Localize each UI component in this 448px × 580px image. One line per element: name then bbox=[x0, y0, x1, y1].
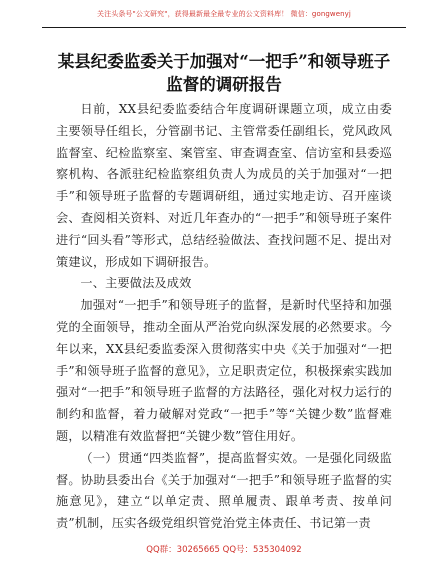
document-body bbox=[56, 99, 392, 535]
document-title: 某县纪委监委关于加强对“一把手”和领导班子监督的调研报告 bbox=[57, 52, 391, 94]
footer-contact-note: QQ群：30265665 QQ号：535304092 bbox=[146, 545, 302, 555]
body-paragraph-intro: 日前，XX县纪委监委结合年度调研课题立项，成立由委主要领导任组长，分管副书记、主管常委任副组长，党风政风监督室、纪检监察室、案管室、审查调查室、信访室和县委巡察机构、各派驻纪检监察组负责人为成员的关于加强对“一把手”和领导班子监督的专题调研组，通过实地走访、召开座谈会、查阅相关资料、对近几年查办的“一把手”和领导班子案件进行“回头看”等形式，总结经验做法、查找问题不足、提出对策建议，形成如下调研报告。 bbox=[56, 102, 392, 269]
section-heading: 一、主要做法及成效 bbox=[80, 276, 192, 291]
body-paragraph: （一）贯通“四类监督”，提高监督实效。一是强化同级监督。协助县委出台《关于加强对“一把手”和领导班子监督的实施意见》，建立“以单定责、照单履责、跟单考责、按单问责”机制，压实各级党组织管党治党主体责任、书记第一责 bbox=[56, 450, 392, 531]
header-divider bbox=[42, 27, 406, 28]
header-promo-note: 关注头条号"公文研究"，获得最新最全最专业的公文资料库！ 微信：gongwenyj bbox=[97, 10, 351, 18]
body-paragraph: 加强对“一把手”和领导班子的监督，是新时代坚持和加强党的全面领导，推动全面从严治党向纵深发展的必然要求。今年以来，XX县纪委监委深入贯彻落实中央《关于加强对“一把手”和领导班子监督的意见》，立足职责定位，积极探索实践加强对“一把手”和领导班子监督的方法路径，强化对权力运行的制约和监督，着力破解对党政“一把手”等“关键少数”监督难题，以精准有效监督把“关键少数”管住用好。 bbox=[56, 298, 392, 443]
